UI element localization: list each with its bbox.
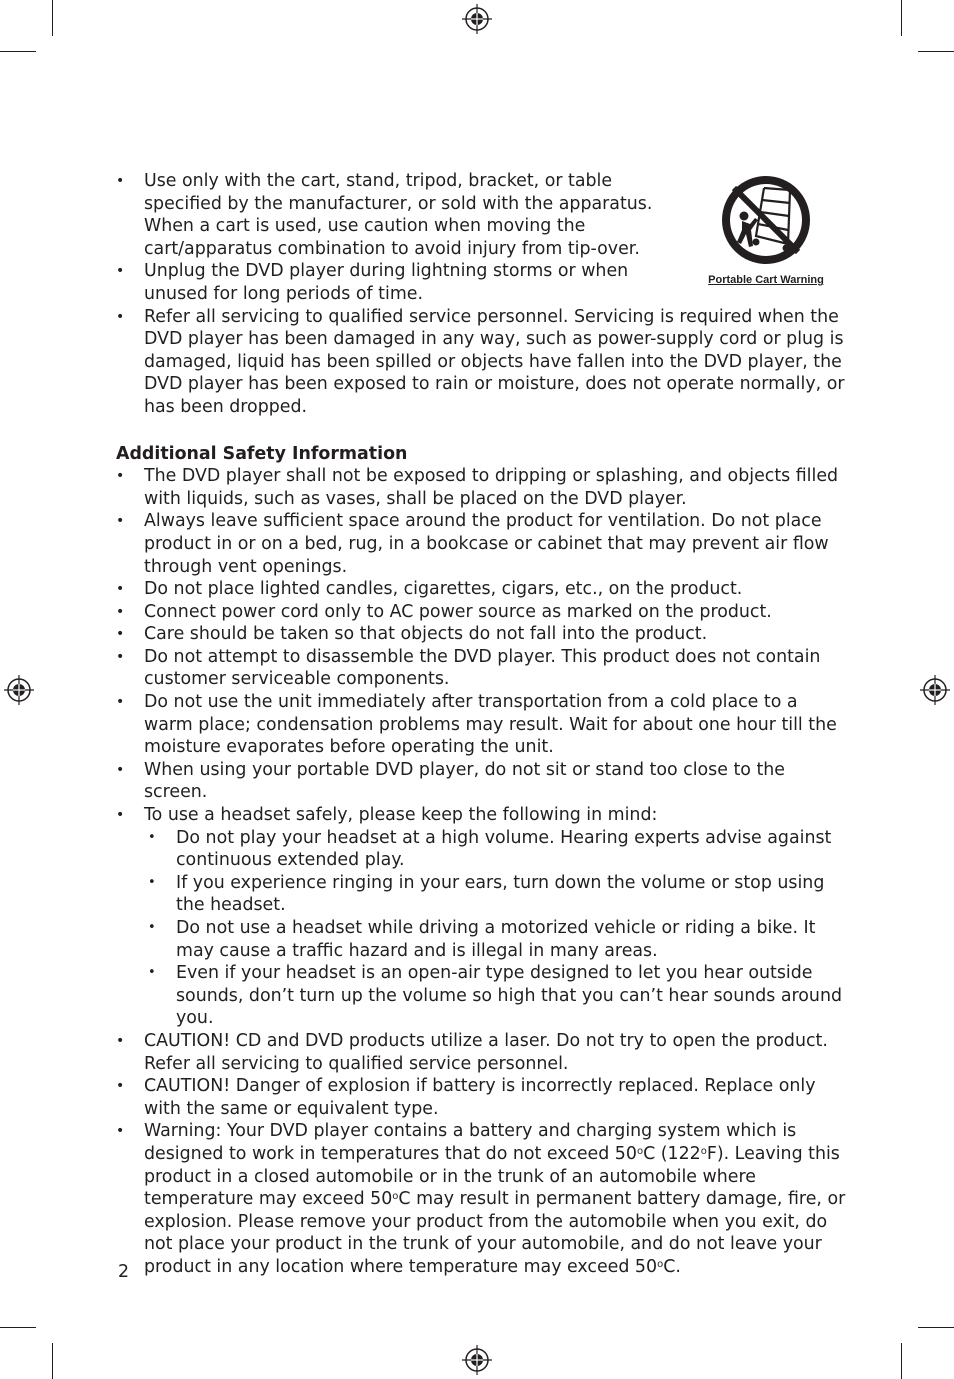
page-number: 2 — [118, 1262, 130, 1282]
registration-mark-icon — [920, 675, 950, 705]
list-item: • Refer all servicing to qualified service personnel. Servicing is required when the DVD player has been damaged in any way, such as power-supply cord or plug is damaged, liquid has been spilled or objects have fallen into the DVD player, the DVD player has been exposed to rain or moisture, does not operate normally, or has been dropped. — [116, 306, 846, 419]
list-item: • Care should be taken so that objects do not fall into the product. — [116, 623, 846, 646]
warning-text: Warning: Your DVD player contains a battery and charging system which is designed to work in temperatures that do not exceed 50 — [144, 1121, 797, 1164]
crop-mark — [52, 1343, 53, 1379]
warning-text: C. — [663, 1256, 681, 1277]
registration-mark-icon — [4, 675, 34, 705]
degree-superscript: o — [636, 1145, 644, 1157]
warning-text: F). Leaving this product in a closed automobile or in the trunk of an automobile where temperature may exceed 50 — [144, 1143, 840, 1210]
registration-mark-icon — [462, 4, 492, 34]
list-item: • CAUTION! Danger of explosion if battery is incorrectly replaced. Replace only with the same or equivalent type. — [116, 1075, 846, 1120]
crop-mark — [918, 51, 954, 52]
list-item — [116, 804, 846, 1030]
list-item: • Connect power cord only to AC power source as marked on the product. — [116, 601, 846, 624]
registration-mark-icon — [462, 1345, 492, 1375]
list-item: • CAUTION! CD and DVD products utilize a laser. Do not try to open the product. Refer all servicing to qualified service personnel. — [116, 1030, 846, 1075]
list-item: • Always leave sufficient space around the product for ventilation. Do not place product in or on a bed, rug, in a bookcase or cabinet that may prevent air flow through vent openings. — [116, 510, 846, 578]
sublist-item: • Do not use a headset while driving a motorized vehicle or riding a bike. It may cause a traffic hazard and is illegal in many areas. — [144, 917, 846, 962]
document-body — [116, 170, 846, 1279]
crop-mark — [52, 0, 53, 36]
additional-safety-list — [116, 465, 846, 1278]
list-item: • Do not place lighted candles, cigarettes, cigars, etc., on the product. — [116, 578, 846, 601]
list-item — [116, 1120, 846, 1278]
crop-mark — [918, 1327, 954, 1328]
crop-mark — [901, 0, 902, 36]
degree-superscript: o — [700, 1145, 707, 1157]
degree-superscript: o — [392, 1191, 399, 1203]
list-item: • Do not use the unit immediately after transportation from a cold place to a warm place; condensation problems may result. Wait for about one hour till the moisture evaporates before operating the unit. — [116, 691, 846, 759]
list-item: • Unplug the DVD player during lightning storms or when unused for long periods of time. — [116, 260, 684, 305]
crop-mark — [0, 51, 36, 52]
warning-text: C (122 — [643, 1143, 701, 1164]
crop-mark — [901, 1343, 902, 1379]
warning-text: C may result in permanent battery damage, fire, or explosion. Please remove your product from the automobile when you exit, do not place your product in the trunk of your automobile, and do not leave your product in any location where temperature may exceed 50 — [144, 1189, 846, 1277]
section-heading: Additional Safety Information — [116, 443, 408, 464]
crop-mark — [0, 1327, 36, 1328]
headset-safety-sublist — [144, 827, 846, 1030]
degree-superscript: o — [657, 1258, 664, 1270]
list-item: • The DVD player shall not be exposed to dripping or splashing, and objects filled with liquids, such as vases, shall be placed on the DVD player. — [116, 465, 846, 510]
list-item: • Use only with the cart, stand, tripod, bracket, or table specified by the manufacturer, or sold with the apparatus. When a cart is used, use caution when moving the cart/apparatus combination to avoid injury from tip-over. — [116, 170, 684, 260]
sublist-item: • Even if your headset is an open-air type designed to let you hear outside sounds, don’t turn up the volume so high that you can’t hear sounds around you. — [144, 962, 846, 1030]
sublist-item: • If you experience ringing in your ears, turn down the volume or stop using the headset. — [144, 872, 846, 917]
list-item: • Do not attempt to disassemble the DVD player. This product does not contain customer serviceable components. — [116, 646, 846, 691]
safety-list-top — [116, 170, 846, 419]
figure-caption: Portable Cart Warning — [708, 274, 824, 286]
list-item-text: To use a headset safely, please keep the following in mind: — [144, 805, 658, 826]
list-item: • When using your portable DVD player, do not sit or stand too close to the screen. — [116, 759, 846, 804]
sublist-item: • Do not play your headset at a high volume. Hearing experts advise against continuous extended play. — [144, 827, 846, 872]
